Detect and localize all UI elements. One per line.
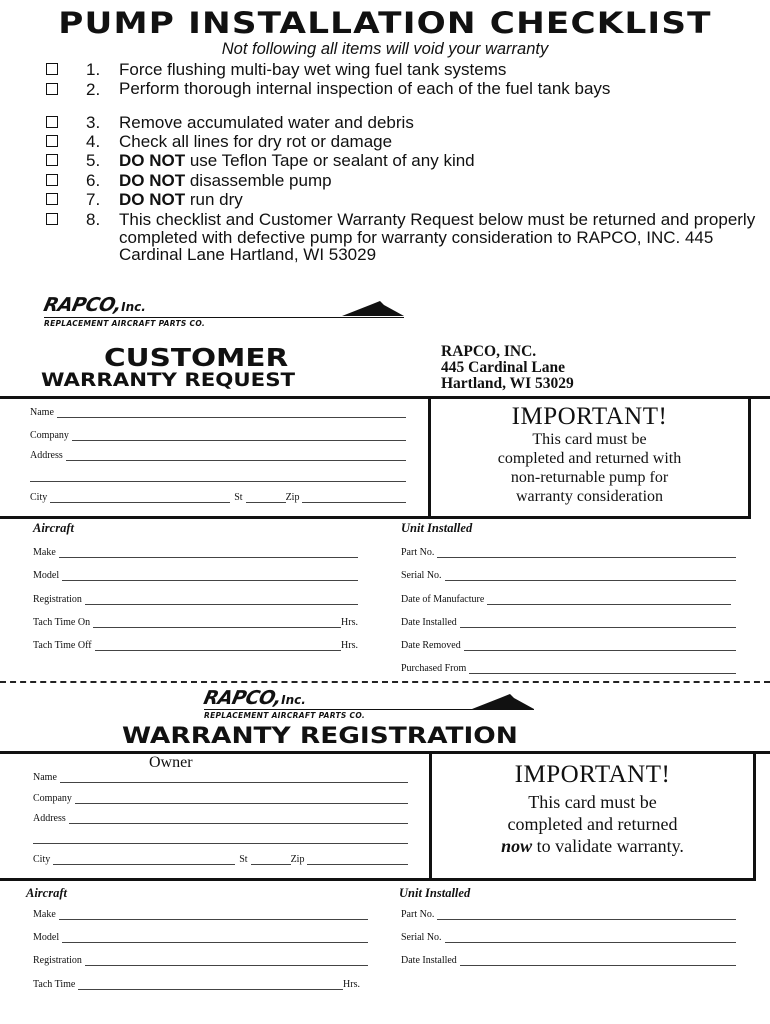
reg-date-installed-field[interactable]: Date Installed [401, 955, 736, 966]
checklist-item: 4. Check all lines for dry rot or damage [46, 133, 766, 150]
checklist-item: 8. This checklist and Customer Warranty Request below must be returned and properly completed with defective pump for warranty consideration to RAPCO, INC. 445 Cardinal Lane Hartland, WI 53029 [46, 211, 766, 264]
unit-installed-heading: Unit Installed [401, 521, 473, 535]
reg-registration-field[interactable]: Registration [33, 955, 368, 966]
aircraft-heading: Aircraft [26, 886, 67, 900]
checkbox[interactable] [46, 154, 58, 166]
part-no-field[interactable]: Part No. [401, 547, 736, 558]
make-field[interactable]: Make [33, 547, 358, 558]
frame-top [0, 396, 770, 399]
name-field[interactable]: Name [30, 407, 406, 418]
logo-subtitle: REPLACEMENT AIRCRAFT PARTS CO. [44, 319, 206, 328]
checklist-item: 6. DO NOT disassemble pump [46, 172, 766, 189]
rapco-logo: RAPCO,Inc. [41, 294, 146, 316]
purchased-from-field[interactable]: Purchased From [401, 663, 736, 674]
model-field[interactable]: Model [33, 570, 358, 581]
important-title: IMPORTANT! [514, 761, 671, 788]
reg-model-field[interactable]: Model [33, 932, 368, 943]
date-of-manufacture-field[interactable]: Date of Manufacture [401, 594, 731, 605]
checklist-item: 3. Remove accumulated water and debris [46, 114, 766, 131]
checklist-subtitle: Not following all items will void your warranty [221, 40, 549, 58]
owner-city-state-zip-field[interactable]: City St Zip [33, 854, 408, 865]
registration-heading: WARRANTY REGISTRATION [122, 724, 518, 749]
frame-right [748, 396, 751, 516]
owner-label: Owner [149, 754, 193, 771]
checklist-item: 1. Force flushing multi-bay wet wing fuel tank systems [46, 61, 766, 78]
checkbox[interactable] [46, 116, 58, 128]
frame-right [753, 751, 756, 878]
date-installed-field[interactable]: Date Installed [401, 617, 736, 628]
city-state-zip-field[interactable]: City St Zip [30, 492, 406, 503]
company-field[interactable]: Company [30, 430, 406, 441]
tach-time-on-field[interactable]: Tach Time On Hrs. [33, 617, 358, 628]
checkbox[interactable] [46, 135, 58, 147]
frame-bottom [0, 516, 751, 519]
checkbox[interactable] [46, 83, 58, 95]
airplane-icon [340, 299, 406, 317]
request-heading: CUSTOMER [104, 343, 289, 372]
checklist-item: 7. DO NOT run dry [46, 191, 766, 208]
reg-serial-no-field[interactable]: Serial No. [401, 932, 736, 943]
rapco-logo: RAPCO,Inc. [201, 687, 306, 709]
checkbox[interactable] [46, 174, 58, 186]
important-text: This card must be completed and returned now to validate warranty. [501, 792, 684, 856]
important-title: IMPORTANT! [511, 403, 668, 430]
checklist-item: 2. Perform thorough internal inspection of each of the fuel tank bays [46, 81, 766, 98]
cut-line [0, 681, 770, 683]
checkbox[interactable] [46, 193, 58, 205]
owner-name-field[interactable]: Name [33, 772, 408, 783]
checklist-item: 5. DO NOT use Teflon Tape or sealant of any kind [46, 152, 766, 169]
serial-no-field[interactable]: Serial No. [401, 570, 736, 581]
owner-address-field[interactable]: Address [33, 813, 408, 824]
reg-tach-time-field[interactable]: Tach Time Hrs. [33, 979, 360, 990]
request-subheading: WARRANTY REQUEST [41, 369, 296, 391]
reg-part-no-field[interactable]: Part No. [401, 909, 736, 920]
logo-subtitle: REPLACEMENT AIRCRAFT PARTS CO. [204, 711, 366, 720]
aircraft-heading: Aircraft [33, 521, 74, 535]
airplane-icon [470, 692, 536, 710]
registration-field[interactable]: Registration [33, 594, 358, 605]
owner-company-field[interactable]: Company [33, 793, 408, 804]
reg-make-field[interactable]: Make [33, 909, 368, 920]
owner-address-field-2[interactable] [33, 834, 408, 844]
tach-time-off-field[interactable]: Tach Time Off Hrs. [33, 640, 358, 651]
frame-bottom [0, 878, 756, 881]
checklist-title: PUMP INSTALLATION CHECKLIST [58, 6, 712, 40]
date-removed-field[interactable]: Date Removed [401, 640, 736, 651]
address-field[interactable]: Address [30, 450, 406, 461]
checkbox[interactable] [46, 63, 58, 75]
rapco-address: RAPCO, INC. 445 Cardinal Lane Hartland, WI 53029 [441, 343, 574, 392]
frame-top [0, 751, 770, 754]
unit-installed-heading: Unit Installed [399, 886, 471, 900]
important-text: This card must be completed and returned with non-returnable pump for warranty consideration [497, 431, 682, 505]
logo-rule [44, 317, 404, 318]
address-field-2[interactable] [30, 472, 406, 482]
checkbox[interactable] [46, 213, 58, 225]
